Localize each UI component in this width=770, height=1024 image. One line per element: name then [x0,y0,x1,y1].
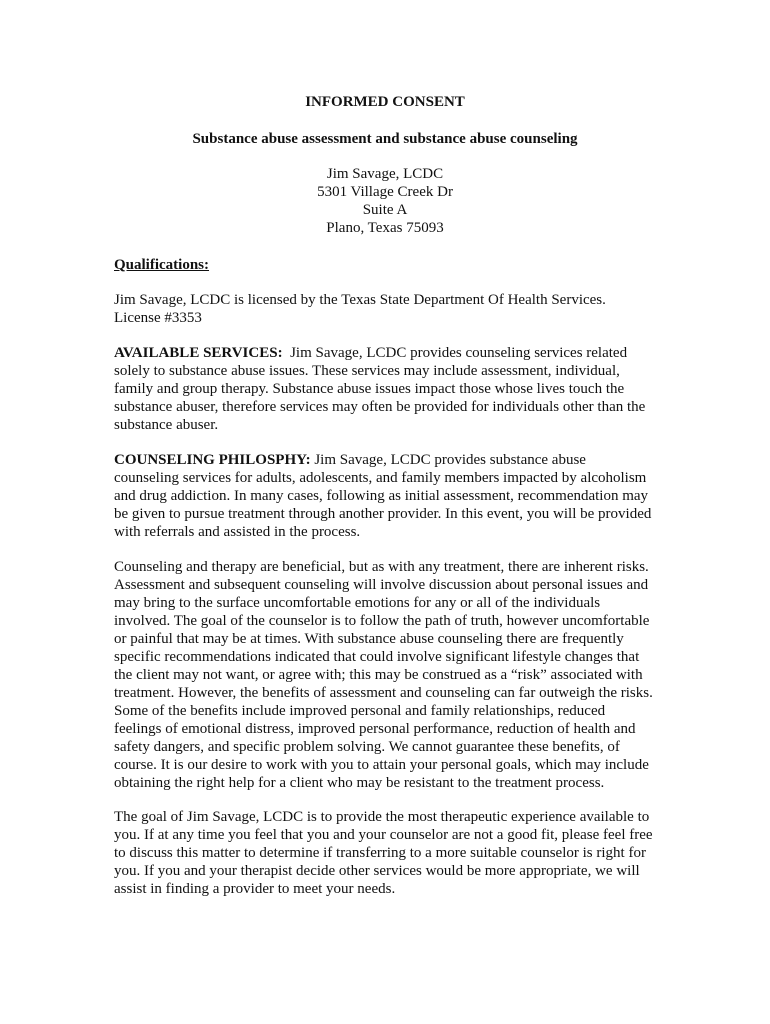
paragraph-line: safety dangers, and specific problem solving. We cannot guarantee these benefits, of [114,739,620,755]
paragraph-line: License #3353 [114,310,202,326]
available-services-paragraph [114,344,660,434]
qualifications-heading: Qualifications: [114,257,210,273]
paragraph-line [114,344,660,362]
document-subtitle: Substance abuse assessment and substance abuse counseling [192,131,578,147]
paragraph-line: course. It is our desire to work with you to attain your personal goals, which may include [114,757,649,773]
paragraph-line: Counseling and therapy are beneficial, but as with any treatment, there are inherent risks. [114,559,649,575]
paragraph-line: with referrals and assisted in the process. [114,524,361,540]
paragraph-line: Some of the benefits include improved personal and family relationships, reduced [114,703,606,719]
available-services-first-line: Jim Savage, LCDC provides counseling services related [282,345,628,361]
paragraph-line: Jim Savage, LCDC is licensed by the Texas State Department Of Health Services. [114,292,606,308]
paragraph-line: obtaining the right help for a client who may be resistant to the treatment process. [114,775,605,791]
paragraph-line [114,451,660,469]
paragraph-line: to discuss this matter to determine if transferring to a more suitable counselor is right for [114,845,646,861]
paragraph-line: feelings of emotional distress, improved personal performance, reduction of health and [114,721,636,737]
paragraph-line: treatment. However, the benefits of assessment and counseling can far outweigh the risks. [114,685,653,701]
paragraph-line: substance abuser, therefore services may often be provided for individuals other than the [114,399,646,415]
paragraph-line: you. If you and your therapist decide other services would be more appropriate, we will [114,863,640,879]
counseling-philosophy-paragraph [114,451,660,541]
qualifications-paragraph [114,291,660,327]
paragraph-line: substance abuser. [114,417,219,433]
paragraph-line: and drug addiction. In many cases, following as initial assessment, recommendation may [114,488,649,504]
paragraph-line: solely to substance abuse issues. These services may include assessment, individual, [114,363,620,379]
paragraph-line: Assessment and subsequent counseling will involve discussion about personal issues and [114,577,649,593]
paragraph-line: The goal of Jim Savage, LCDC is to provide the most therapeutic experience available to [114,809,650,825]
paragraph-line: the client may not want, or agree with; this may be construed as a “risk” associated with [114,667,643,683]
paragraph-line: involved. The goal of the counselor is to follow the path of truth, however uncomfortable [114,613,650,629]
available-services-lead: AVAILABLE SERVICES: [114,345,283,361]
paragraph-line: counseling services for adults, adolescents, and family members impacted by alcoholism [114,470,647,486]
paragraph-line: family and group therapy. Substance abuse issues impact those whose lives touch the [114,381,625,397]
address-line: Suite A [362,202,408,218]
address-line: 5301 Village Creek Dr [317,184,453,200]
paragraph-line: may bring to the surface uncomfortable emotions for any or all of the individuals [114,595,601,611]
paragraph-line: assist in finding a provider to meet your needs. [114,881,396,897]
paragraph-line: be given to pursue treatment through another provider. In this event, you will be provided [114,506,652,522]
paragraph-line: you. If at any time you feel that you and your counselor are not a good fit, please feel free [114,827,653,843]
address-block [0,165,770,237]
paragraph-line: specific recommendations indicated that could involve significant lifestyle changes that [114,649,640,665]
risks-paragraph [114,558,660,792]
counseling-philosophy-lead: COUNSELING PHILOSPHY: [114,452,311,468]
counseling-philosophy-first-line: Jim Savage, LCDC provides substance abuse [310,452,586,468]
paragraph-line: or painful that may be at times. With substance abuse counseling there are frequently [114,631,624,647]
address-line: Plano, Texas 75093 [326,220,444,236]
address-line: Jim Savage, LCDC [326,166,444,182]
document-title: INFORMED CONSENT [305,94,465,110]
goal-paragraph [114,808,660,898]
